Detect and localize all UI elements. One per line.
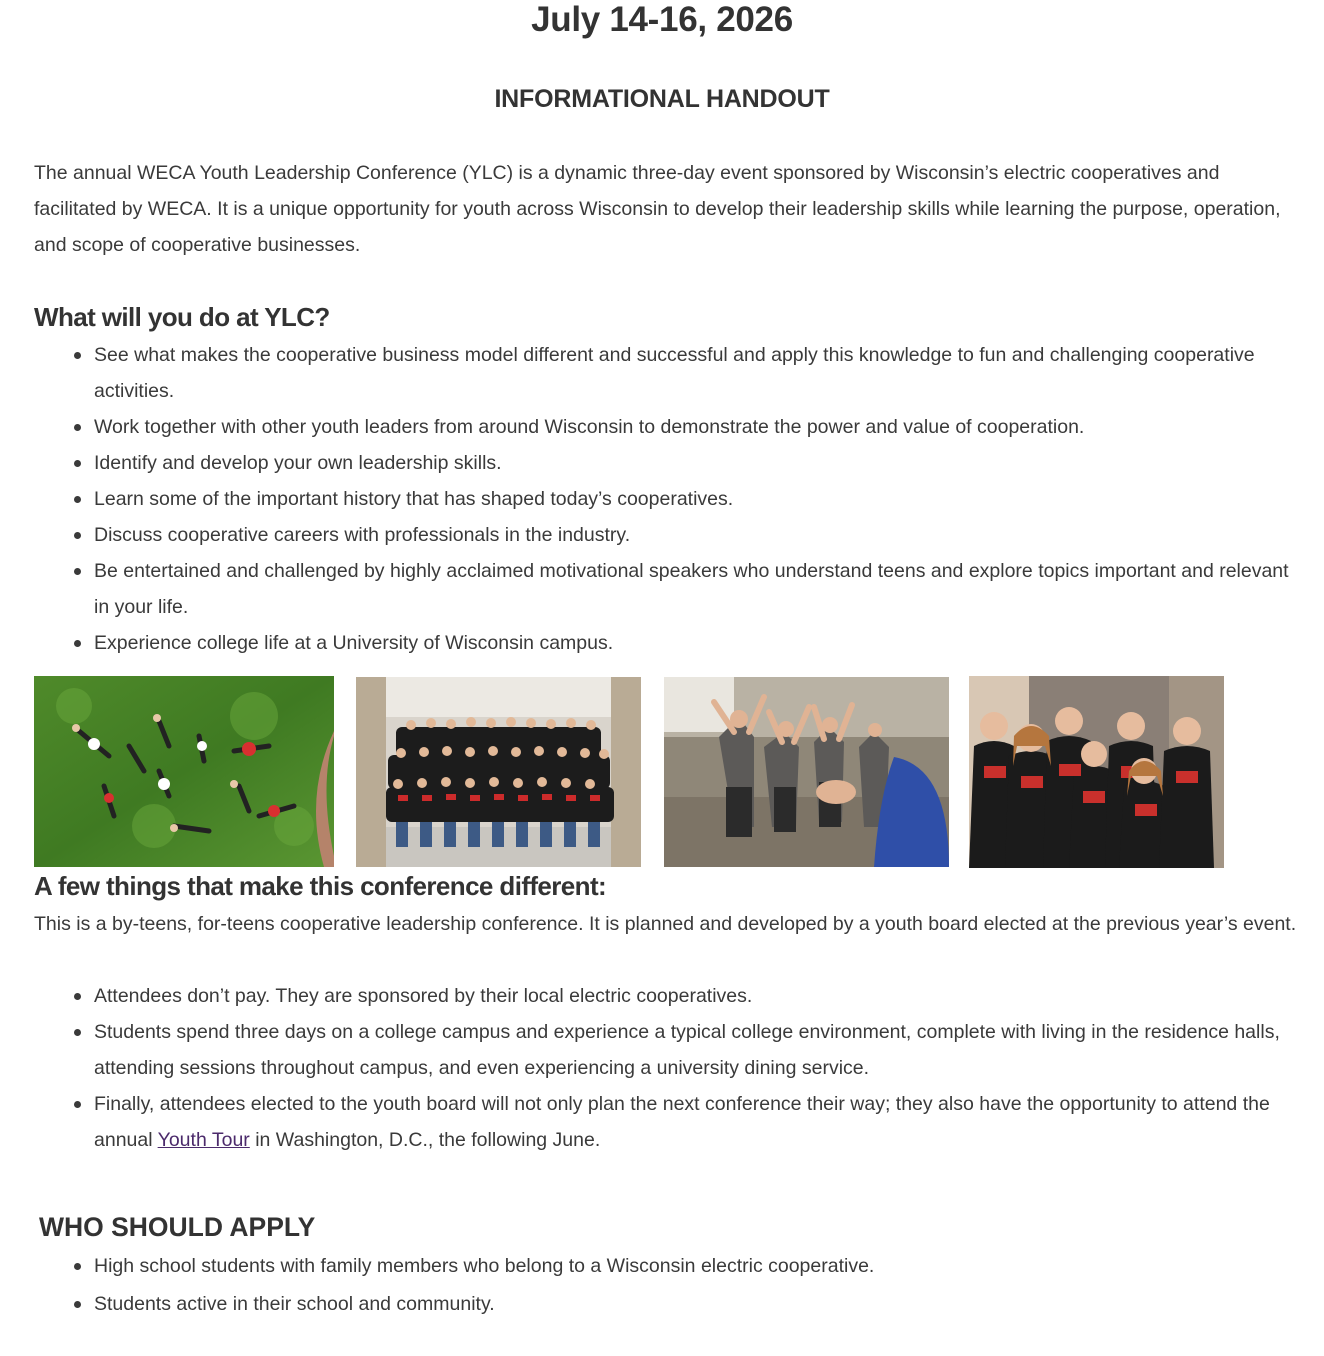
who-should-apply-heading: WHO SHOULD APPLY bbox=[39, 1212, 316, 1242]
final-item-text-before: Finally, attendees elected to the youth board will not only plan the next conference their way; they also have the opportunity to attend the annual bbox=[94, 1093, 1270, 1151]
list-item: Identify and develop your own leadership skills. bbox=[94, 445, 1294, 481]
list-item: High school students with family members who belong to a Wisconsin electric cooperative. bbox=[94, 1248, 1294, 1284]
event-date-title: July 14-16, 2026 bbox=[531, 0, 793, 39]
list-item: Discuss cooperative careers with professionals in the industry. bbox=[94, 517, 1294, 553]
intro-paragraph: The annual WECA Youth Leadership Conference (YLC) is a dynamic three-day event sponsored by Wisconsin’s electric cooperatives and facilitated by WECA. It is a unique opportunity for youth across Wisconsin to develop their leadership skills while learning the purpose, operation, and scope of cooperative businesses. bbox=[34, 162, 1281, 256]
different-heading: A few things that make this conference different: bbox=[34, 871, 607, 901]
list-item: Students active in their school and community. bbox=[94, 1286, 1294, 1322]
different-list bbox=[94, 978, 1294, 1158]
what-you-do-list bbox=[94, 337, 1294, 661]
what-you-do-heading: What will you do at YLC? bbox=[34, 302, 330, 332]
photo-group-portrait bbox=[356, 677, 641, 867]
list-item: Students spend three days on a college campus and experience a typical college environment, complete with living in the residence halls, attending sessions throughout campus, and even experiencing a university dining service. bbox=[94, 1014, 1294, 1086]
handout-title: INFORMATIONAL HANDOUT bbox=[494, 85, 830, 113]
photo-youth-board bbox=[969, 676, 1224, 868]
list-item bbox=[94, 1086, 1294, 1158]
list-item: Be entertained and challenged by highly acclaimed motivational speakers who understand teens and explore topics important and relevant in your life. bbox=[94, 553, 1294, 625]
photo-students-on-grass bbox=[34, 676, 334, 867]
list-item: Learn some of the important history that has shaped today’s cooperatives. bbox=[94, 481, 1294, 517]
final-item-text-after: in Washington, D.C., the following June. bbox=[249, 1129, 601, 1151]
photo-students-dancing bbox=[664, 677, 949, 867]
list-item: Attendees don’t pay. They are sponsored by their local electric cooperatives. bbox=[94, 978, 1294, 1014]
list-item: See what makes the cooperative business model different and successful and apply this knowledge to fun and challenging cooperative activities. bbox=[94, 337, 1294, 409]
different-paragraph: This is a by-teens, for-teens cooperative leadership conference. It is planned and developed by a youth board elected at the previous year’s event. bbox=[34, 913, 1297, 935]
list-item: Work together with other youth leaders from around Wisconsin to demonstrate the power and value of cooperation. bbox=[94, 409, 1294, 445]
list-item: Experience college life at a University of Wisconsin campus. bbox=[94, 625, 1294, 661]
youth-tour-link[interactable]: Youth Tour bbox=[157, 1129, 250, 1151]
who-should-apply-list bbox=[94, 1248, 1294, 1324]
